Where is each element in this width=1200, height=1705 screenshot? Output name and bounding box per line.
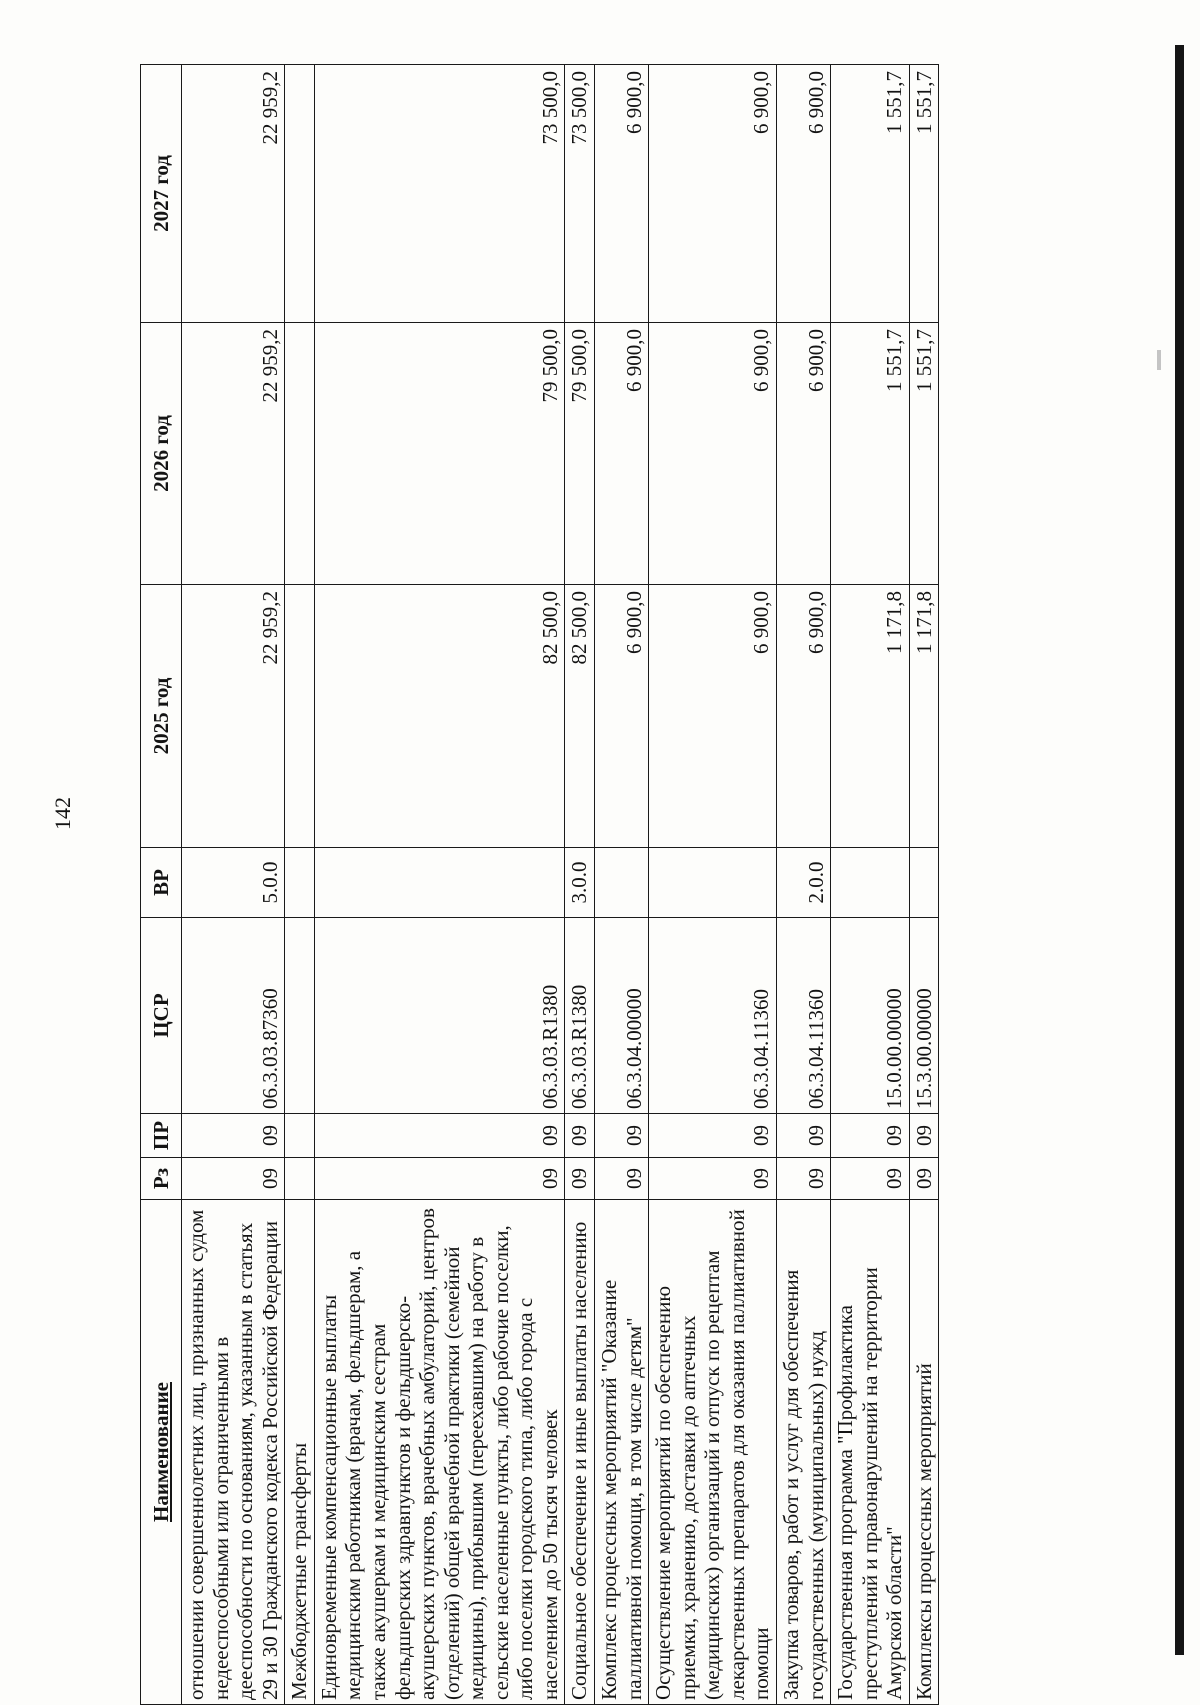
row-2025: 82 500,0 (314, 585, 565, 848)
row-2025: 1 171,8 (909, 585, 939, 848)
column-header-2026: 2026 год (141, 323, 182, 585)
row-2026: 79 500,0 (565, 323, 595, 585)
row-pr: 09 (649, 1114, 777, 1158)
row-2026: 1 551,7 (831, 323, 910, 585)
column-header-vr: ВР (141, 848, 182, 918)
row-rz: 09 (314, 1158, 565, 1200)
row-pr: 09 (314, 1114, 565, 1158)
row-2025: 1 171,8 (831, 585, 910, 848)
budget-table (140, 64, 939, 1705)
column-header-name: Наименование (141, 1200, 182, 1705)
row-name: Осуществление мероприятий по обеспечению приемки, хранению, доставки до аптечных (медицинских) организаций и отпуск по рецептам лекарственных препаратов для оказания паллиативной помощи (649, 1200, 777, 1705)
table-row (831, 65, 910, 1705)
row-csr (285, 918, 315, 1114)
row-name: Закупка товаров, работ и услуг для обеспечения государственных (муниципальных) нужд (776, 1200, 830, 1705)
row-rz: 09 (182, 1158, 285, 1200)
row-2026: 6 900,0 (649, 323, 777, 585)
column-header-csr: ЦСР (141, 918, 182, 1114)
scan-speck (1157, 350, 1161, 370)
row-vr: 5.0.0 (182, 848, 285, 918)
row-2026: 6 900,0 (595, 323, 649, 585)
row-csr: 06.3.04.00000 (595, 918, 649, 1114)
row-2027: 22 959,2 (182, 65, 285, 323)
row-2027: 73 500,0 (565, 65, 595, 323)
row-rz: 09 (776, 1158, 830, 1200)
table-row (649, 65, 777, 1705)
row-rz: 09 (909, 1158, 939, 1200)
row-vr (909, 848, 939, 918)
row-rz: 09 (565, 1158, 595, 1200)
row-pr: 09 (831, 1114, 910, 1158)
page-number: 142 (50, 797, 75, 830)
scan-edge-bar (1175, 45, 1184, 1655)
table-row (909, 65, 939, 1705)
rotated-page-content (140, 65, 1040, 1705)
row-vr (649, 848, 777, 918)
table-row (182, 65, 285, 1705)
row-name: Единовременные компенсационные выплаты медицинским работникам (врачам, фельдшерам, а также акушеркам и медицинским сестрам фельдшерских здравпунктов и фельдшерско-акушерских пунктов, врачебных амбулаторий, центров (отделений) общей врачебной практики (семейной медицины), прибывшим (переехавшим) на работу в сельские населенные пункты, либо рабочие поселки, либо поселки городского типа, либо города с населением до 50 тысяч человек (314, 1200, 565, 1705)
row-name: Социальное обеспечение и иные выплаты населению (565, 1200, 595, 1705)
row-2025: 6 900,0 (649, 585, 777, 848)
row-2026: 1 551,7 (909, 323, 939, 585)
column-header-rz: Рз (141, 1158, 182, 1200)
table-row (285, 65, 315, 1705)
row-name: Комплексы процессных мероприятий (909, 1200, 939, 1705)
row-2027: 73 500,0 (314, 65, 565, 323)
row-name: Комплекс процессных мероприятий "Оказание паллиативной помощи, в том числе детям" (595, 1200, 649, 1705)
row-2025: 22 959,2 (182, 585, 285, 848)
row-csr: 06.3.04.11360 (776, 918, 830, 1114)
row-2025: 6 900,0 (776, 585, 830, 848)
row-pr: 09 (565, 1114, 595, 1158)
row-csr: 06.3.03.R1380 (565, 918, 595, 1114)
row-2027: 6 900,0 (595, 65, 649, 323)
table-row (776, 65, 830, 1705)
row-name: Межбюджетные трансферты (285, 1200, 315, 1705)
column-header-2025: 2025 год (141, 585, 182, 848)
row-pr: 09 (909, 1114, 939, 1158)
row-2025: 82 500,0 (565, 585, 595, 848)
row-csr: 15.0.00.00000 (831, 918, 910, 1114)
row-csr: 15.3.00.00000 (909, 918, 939, 1114)
row-vr: 2.0.0 (776, 848, 830, 918)
row-2025 (285, 585, 315, 848)
row-2026: 79 500,0 (314, 323, 565, 585)
row-name: Государственная программа "Профилактика преступлений и правонарушений на территории Амурской области" (831, 1200, 910, 1705)
row-2027 (285, 65, 315, 323)
row-2026 (285, 323, 315, 585)
row-2025: 6 900,0 (595, 585, 649, 848)
row-2026: 6 900,0 (776, 323, 830, 585)
row-rz (285, 1158, 315, 1200)
table-header-row (141, 65, 182, 1705)
row-rz: 09 (649, 1158, 777, 1200)
row-csr: 06.3.03.R1380 (314, 918, 565, 1114)
row-name: отношении совершеннолетних лиц, признанных судом недееспособными или ограниченными в дееспособности по основаниям, указанным в статьях 29 и 30 Гражданского кодекса Российской Федерации (182, 1200, 285, 1705)
row-vr: 3.0.0 (565, 848, 595, 918)
row-2027: 6 900,0 (649, 65, 777, 323)
row-2027: 1 551,7 (831, 65, 910, 323)
row-rz: 09 (595, 1158, 649, 1200)
row-2026: 22 959,2 (182, 323, 285, 585)
row-2027: 1 551,7 (909, 65, 939, 323)
table-row (314, 65, 565, 1705)
row-vr (831, 848, 910, 918)
table-row (595, 65, 649, 1705)
row-pr: 09 (595, 1114, 649, 1158)
row-vr (285, 848, 315, 918)
row-csr: 06.3.04.11360 (649, 918, 777, 1114)
row-pr: 09 (182, 1114, 285, 1158)
row-rz: 09 (831, 1158, 910, 1200)
table-row (565, 65, 595, 1705)
row-csr: 06.3.03.87360 (182, 918, 285, 1114)
row-vr (314, 848, 565, 918)
column-header-2027: 2027 год (141, 65, 182, 323)
column-header-pr: ПР (141, 1114, 182, 1158)
row-vr (595, 848, 649, 918)
row-2027: 6 900,0 (776, 65, 830, 323)
row-pr: 09 (776, 1114, 830, 1158)
row-pr (285, 1114, 315, 1158)
